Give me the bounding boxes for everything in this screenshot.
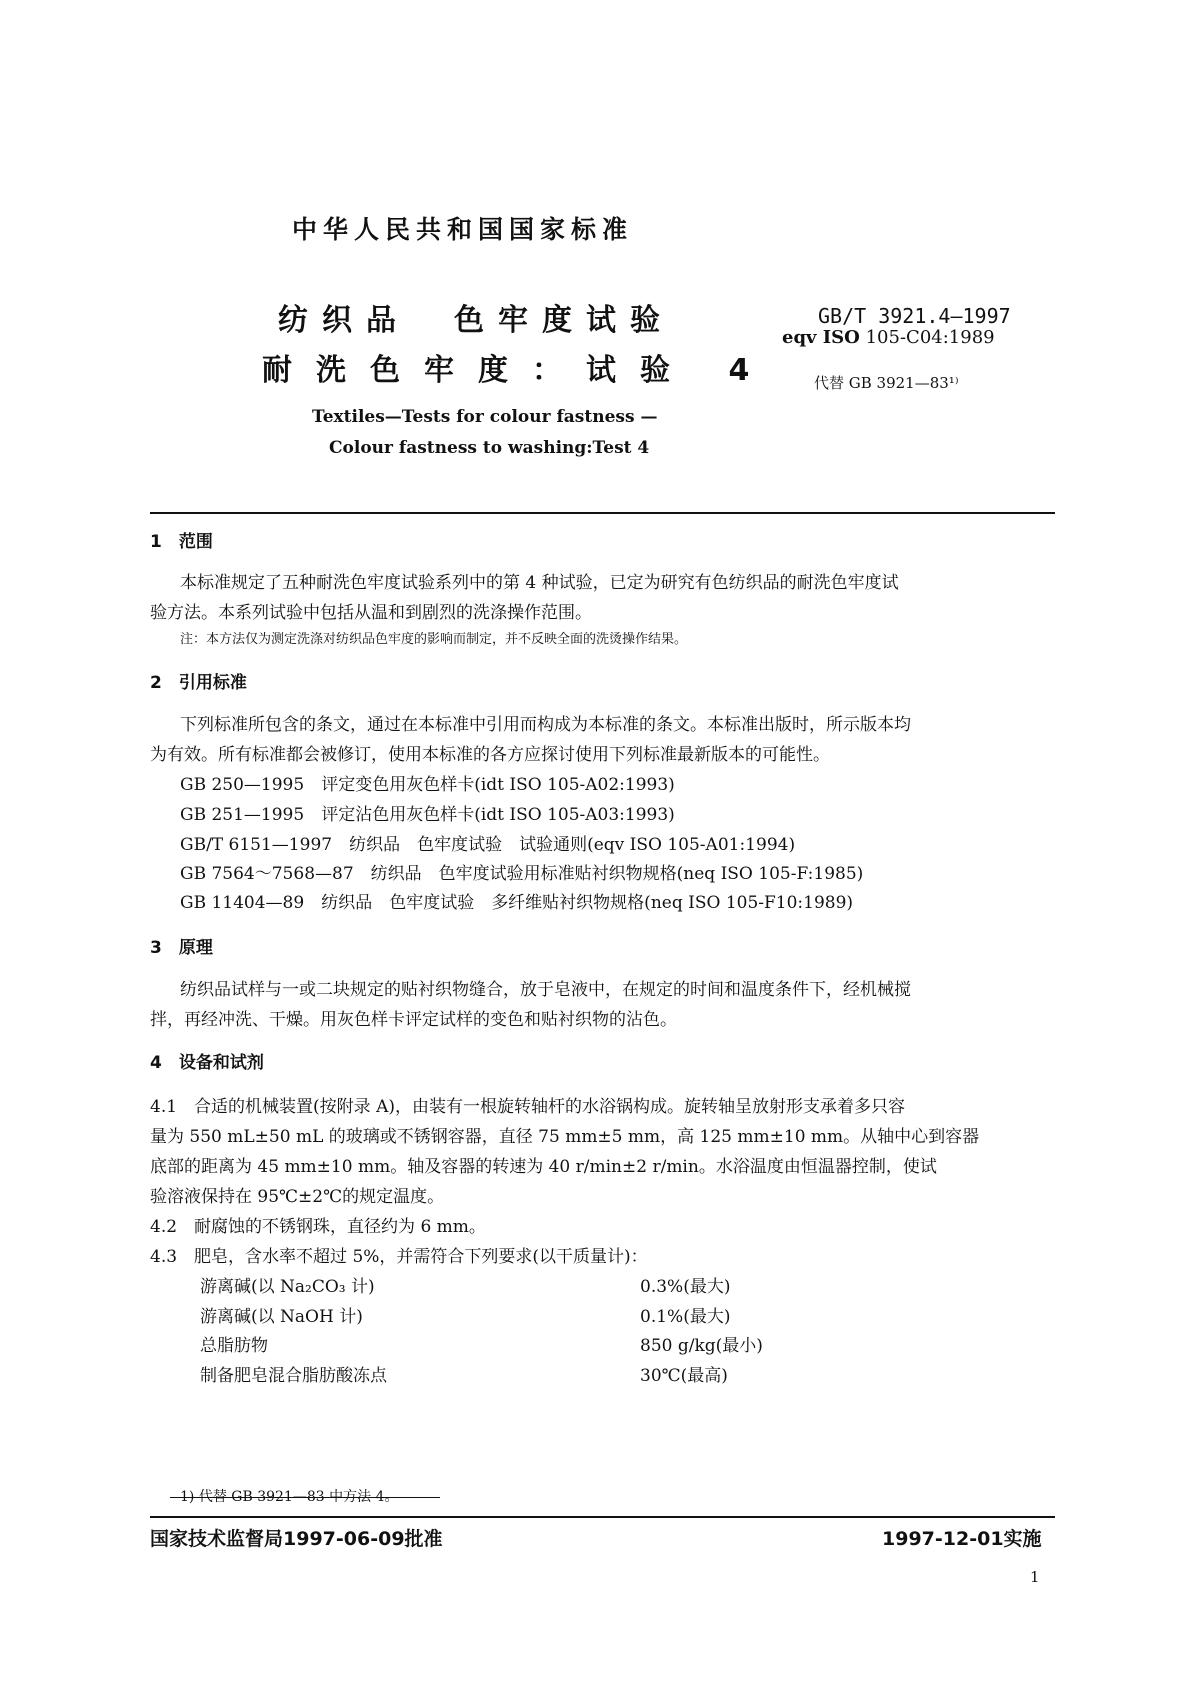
clause-4-1-line-3: 底部的距离为 45 mm±10 mm。轴及容器的转速为 40 r/min±2 r/min。水浴温度由恒温器控制，使试 bbox=[150, 1157, 937, 1177]
soap-requirement-item: 游离碱(以 Na₂CO₃ 计) bbox=[200, 1277, 375, 1297]
country-standard-label: 中华人民共和国国家标准 bbox=[292, 215, 634, 244]
eqv-reference: 105-C04:1989 bbox=[865, 327, 995, 348]
title-line-2: 耐洗色牢度：试验 4 bbox=[262, 353, 774, 388]
footnote: 1) 代替 GB 3921—83 中方法 4。 bbox=[180, 1489, 399, 1505]
clause-4-3: 4.3 肥皂，含水率不超过 5%，并需符合下列要求(以干质量计)： bbox=[150, 1247, 648, 1267]
reference-item: GB 250—1995 评定变色用灰色样卡(idt ISO 105-A02:1993) bbox=[180, 775, 675, 795]
eqv-prefix: eqv ISO bbox=[782, 327, 860, 348]
section-4-heading: 4 设备和试剂 bbox=[150, 1053, 264, 1073]
soap-requirement-value: 30℃(最高) bbox=[640, 1366, 728, 1386]
english-title-line-2: Colour fastness to washing:Test 4 bbox=[329, 438, 650, 458]
section-1-para-line-1: 本标准规定了五种耐洗色牢度试验系列中的第 4 种试验，已定为研究有色纺织品的耐洗色牢度试 bbox=[180, 573, 899, 593]
reference-item: GB 7564～7568—87 纺织品 色牢度试验用标准贴衬织物规格(neq ISO 105-F:1985) bbox=[180, 864, 864, 884]
title-line-1: 纺织品 色牢度试验 bbox=[278, 303, 674, 338]
implementation-date: 1997-12-01实施 bbox=[882, 1528, 1042, 1550]
soap-requirement-value: 850 g/kg(最小) bbox=[640, 1336, 763, 1356]
section-1-note: 注：本方法仅为测定洗涤对纺织品色牢度的影响而制定，并不反映全面的洗烫操作结果。 bbox=[180, 632, 688, 647]
equivalence-label bbox=[782, 327, 995, 348]
soap-requirement-item: 制备肥皂混合脂肪酸冻点 bbox=[200, 1366, 387, 1386]
reference-item: GB/T 6151—1997 纺织品 色牢度试验 试验通则(eqv ISO 105-A01:1994) bbox=[180, 835, 796, 855]
english-title-line-1: Textiles—Tests for colour fastness — bbox=[312, 407, 658, 427]
section-3-heading: 3 原理 bbox=[150, 938, 213, 958]
replaces-label: 代替 GB 3921—83¹⁾ bbox=[814, 374, 959, 392]
section-2-heading: 2 引用标准 bbox=[150, 673, 247, 693]
approval-line: 国家技术监督局1997-06-09批准 bbox=[150, 1528, 443, 1550]
soap-requirement-item: 总脂肪物 bbox=[200, 1336, 268, 1356]
section-3-para-line-2: 拌，再经冲洗、干燥。用灰色样卡评定试样的变色和贴衬织物的沾色。 bbox=[150, 1010, 677, 1030]
page-number: 1 bbox=[1030, 1568, 1040, 1586]
reference-item: GB 11404—89 纺织品 色牢度试验 多纤维贴衬织物规格(neq ISO 105-F10:1989) bbox=[180, 893, 854, 913]
standard-number: GB/T 3921.4—1997 bbox=[818, 304, 1011, 328]
section-1-para-line-2: 验方法。本系列试验中包括从温和到剧烈的洗涤操作范围。 bbox=[150, 603, 592, 623]
clause-4-1-line-4: 验溶液保持在 95℃±2℃的规定温度。 bbox=[150, 1187, 445, 1207]
soap-requirement-item: 游离碱(以 NaOH 计) bbox=[200, 1307, 363, 1327]
section-2-para-line-1: 下列标准所包含的条文，通过在本标准中引用而构成为本标准的条文。本标准出版时，所示版本均 bbox=[180, 715, 911, 735]
clause-4-1-line-1: 4.1 合适的机械装置(按附录 A)，由装有一根旋转轴杆的水浴锅构成。旋转轴呈放射形支承着多只容 bbox=[150, 1097, 905, 1117]
header-divider bbox=[150, 512, 1055, 514]
reference-item: GB 251—1995 评定沾色用灰色样卡(idt ISO 105-A03:1993) bbox=[180, 805, 675, 825]
section-3-para-line-1: 纺织品试样与一或二块规定的贴衬织物缝合，放于皂液中，在规定的时间和温度条件下，经机械搅 bbox=[180, 980, 911, 1000]
clause-4-2: 4.2 耐腐蚀的不锈钢珠，直径约为 6 mm。 bbox=[150, 1217, 486, 1237]
soap-requirement-value: 0.3%(最大) bbox=[640, 1277, 731, 1297]
clause-4-1-line-2: 量为 550 mL±50 mL 的玻璃或不锈钢容器，直径 75 mm±5 mm，高 125 mm±10 mm。从轴中心到容器 bbox=[150, 1127, 980, 1147]
footer-divider bbox=[150, 1516, 1055, 1518]
soap-requirement-value: 0.1%(最大) bbox=[640, 1307, 731, 1327]
section-1-heading: 1 范围 bbox=[150, 532, 213, 552]
section-2-para-line-2: 为有效。所有标准都会被修订，使用本标准的各方应探讨使用下列标准最新版本的可能性。 bbox=[150, 745, 830, 765]
